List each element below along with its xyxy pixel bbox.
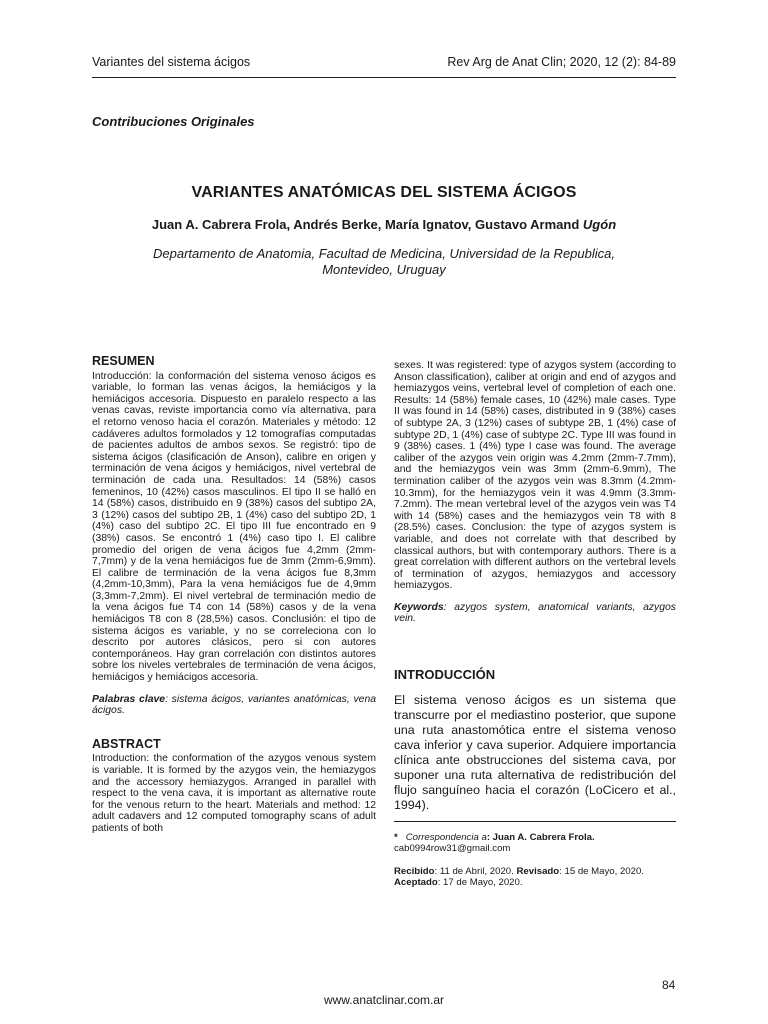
- header-rule: [92, 77, 676, 78]
- section-label: Contribuciones Originales: [92, 114, 255, 129]
- running-title: Variantes del sistema ácigos: [92, 55, 251, 69]
- palabras-clave-text: : sistema ácigos, variantes anatómicas, vena ácigos.: [92, 693, 376, 717]
- accepted-label: Aceptado: [394, 877, 438, 889]
- left-column: [92, 356, 376, 835]
- revised-date: : 15 de Mayo, 2020.: [559, 865, 644, 877]
- received-date: : 11 de Abril, 2020.: [434, 865, 514, 877]
- received-label: Recibido: [394, 865, 435, 877]
- page-number: 84: [662, 978, 676, 992]
- accepted-date: : 17 de Mayo, 2020.: [437, 877, 523, 889]
- author-list: [0, 217, 768, 232]
- footnote-label: Correspondencia a: [405, 831, 487, 843]
- palabras-clave: [92, 694, 376, 717]
- introduccion-text: El sistema venoso ácigos es un sistema que transcurre por el mediastino posterior, que supone una ruta anastomótica entre el sistema venoso cava inferior y cava superior. Adquiere importancia clínica ante obstrucciones del sistema cava, por suponer una ruta alternativa de redistribución del flujo sanguíneo hacia el corazón (LoCicero et al., 1994).: [394, 692, 676, 812]
- revised-label: Revisado: [516, 865, 560, 877]
- affiliation: Departamento de Anatomia, Facultad de Medicina, Universidad de la Republica, Montevideo, Uruguay: [152, 246, 615, 277]
- palabras-clave-label: Palabras clave: [92, 693, 166, 705]
- right-column: [394, 360, 676, 889]
- article-dates: [394, 866, 676, 889]
- authors-italic: Ugón: [582, 217, 617, 232]
- keywords-label: Keywords: [394, 601, 444, 613]
- resumen-text: Introducción: la conformación del sistema venoso ácigos es variable, lo forman las venas ácigos, la hemiácigos y la hemiácigos accesoria. Dispuesto en paralelo respecto a las venas cavas, reviste importancia como vía alternativa, para el retorno venoso hacia el corazón. Materiales y método: 12 cadáveres adultos formolados y 12 tomografías computadas de pacientes adultos de ambos sexos. Se registró: tipo de sistema ácigos (clasificación de Anson), calibre en origen y terminación de vena ácigos y hemiácigos, nivel vertebral de terminación de cada una. Resultados: 14 (58%) casos femeninos, 10 (42%) casos masculinos. El tipo II se halló en 14 (58%) casos, distribuido en 9 (38%) casos del subtipo 2A, 3 (12%) casos del subtipo 2B, 1 (4%) caso del subtipo 2D, 1 (4%) caso del subtipo 2C. El tipo III fue encontrado en 9 (38%) casos. Se encontró 1 (4%) caso tipo I. El calibre promedio del origen de vena ácigos fue 4,2mm (2mm-7,7mm) y de la vena hemiácigos fue de 3mm (2mm-6,9mm). El calibre de terminación de la vena ácigos fue 8,3mm (4,2mm-10,3mm), Para la vena hemiácigos fue de 4,9mm (3,3mm-7,2mm). El nivel vertebral de terminación medio de la vena ácigos fue T4 con 14 (58%) casos y de la vena hemiácigos T8 con 8 (28,5%) casos. Conclusión: el tipo de sistema ácigos es variable, y no se correleciona con lo descrito por autores clásicos, pero si con autores contemporáneos. Hay gran correlación con distintos autores sobre los niveles vertebrales de terminación de vena ácigos, hemiácigos y hemiácigos accesoria.: [92, 370, 376, 684]
- introduccion-heading: INTRODUCCIÓN: [394, 667, 496, 683]
- footnote-rule: [394, 821, 676, 822]
- footnote-email: cab0994row31@gmail.com: [394, 843, 511, 855]
- correspondence-footnote: [394, 832, 676, 855]
- footnote-marker: *: [394, 831, 398, 843]
- authors-text: Juan A. Cabrera Frola, Andrés Berke, María Ignatov, Gustavo Armand: [151, 217, 580, 232]
- footer-url[interactable]: www.anatclinar.com.ar: [323, 993, 445, 1007]
- keywords-text: : azygos system, anatomical variants, azygos vein.: [394, 601, 676, 625]
- abstract-text-part1: Introduction: the conformation of the azygos venous system is variable. It is formed by the azygos vein, the hemiazygos and the accessory hemiazygos. Arranged in parallel with respect to the vena cava, it is important as alternative route for the venous return to the heart. Materials and method: 12 adult cadavers and 12 computed tomography scans of adult patients of both: [92, 753, 376, 834]
- footnote-name: : Juan A. Cabrera Frola.: [486, 831, 595, 843]
- abstract-text-part2: sexes. It was registered: type of azygos system (according to Anson classification), caliber at origin and end of azygos and hemiazygos veins, vertebral level of completion of each one. Results: 14 (58%) female cases, 10 (42%) male cases. Type II was found in 14 (58%) cases, distributed in 9 (38%) cases of subtype 2A, 3 (12%) cases of subtype 2B, 1 (4%) case of subtype 2D, 1 (4%) case of subtype 2C. Type III was found in 9 (38%) cases. 1 (4%) type I case was found. The average caliber of the azygos vein origin was 4.2mm (2mm-7.7mm), and the hemiazygos vein was 3mm (2mm-6.9mm), The termination caliber of the azygos vein was 8.3mm (4.2mm-10.3mm), for the hemiazygos vein it was 4.9mm (3.3mm-7.2mm). The mean vertebral level of the azygos vein was T4 with 14 (58%) cases and the hemiazygos vein T8 with 8 (28.5%) cases. Conclusion: the type of azygos system is variable, and does not correlate with that described by classical authors, but with contemporary authors. There is a great correlation with different authors on the vertebral levels of termination of azygos, hemiazygos and accessory hemiazygos.: [394, 360, 676, 592]
- abstract-heading: ABSTRACT: [92, 736, 161, 751]
- article-title: VARIANTES ANATÓMICAS DEL SISTEMA ÁCIGOS: [191, 184, 577, 201]
- keywords: [394, 602, 676, 625]
- resumen-heading: RESUMEN: [92, 354, 155, 368]
- journal-citation: Rev Arg de Anat Clin; 2020, 12 (2): 84-89: [447, 55, 676, 69]
